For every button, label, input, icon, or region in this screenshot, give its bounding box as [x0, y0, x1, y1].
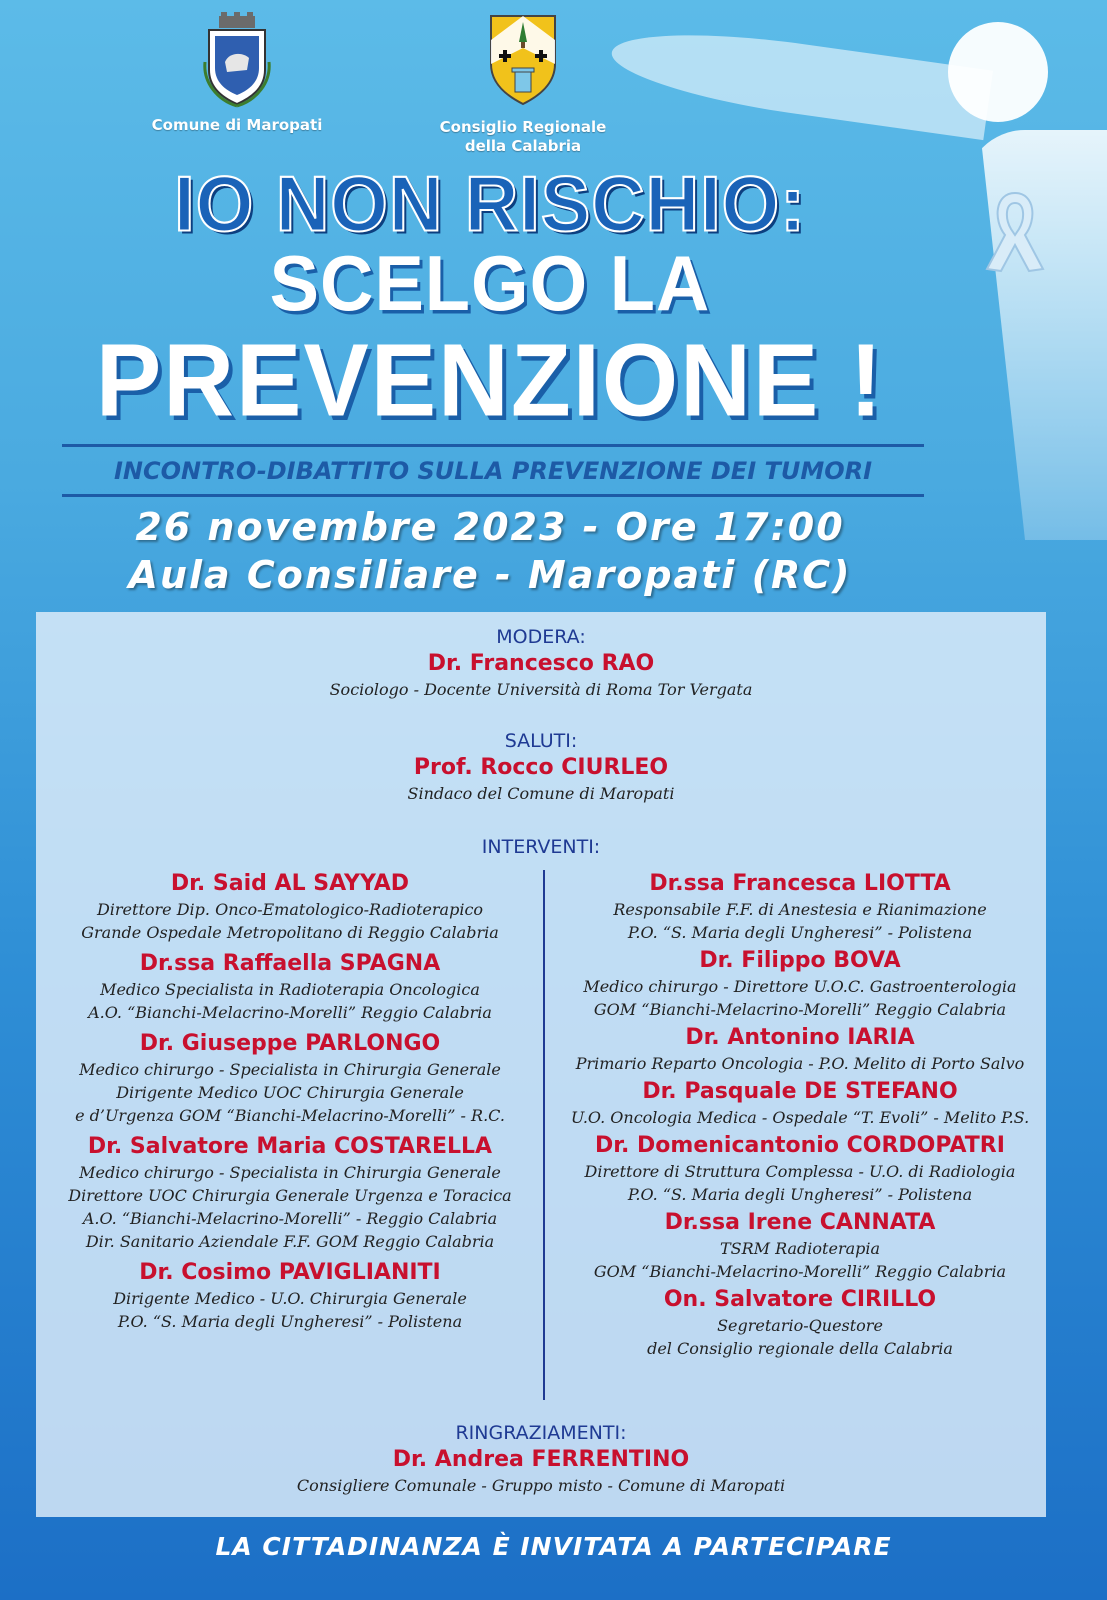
speaker-role: U.O. Oncologia Medica - Ospedale “T. Evoli” - Melito P.S. [570, 1108, 1030, 1127]
speaker-entry [36, 1030, 544, 1127]
speaker-name: Dr. Salvatore Maria COSTARELLA [87, 1134, 493, 1159]
speaker-entry [554, 947, 1046, 1021]
ringraziamenti-name: Dr. Andrea FERRENTINO [392, 1447, 690, 1472]
title-line-3: PREVENZIONE ! [95, 322, 885, 438]
coat-of-arms-calabria-icon [485, 12, 561, 110]
speaker-entry [554, 1286, 1046, 1360]
figure-head-decoration [948, 22, 1048, 122]
speaker-entry [36, 950, 544, 1024]
speaker-name: Dr.ssa Francesca LIOTTA [649, 871, 951, 896]
speaker-role: Dir. Sanitario Aziendale F.F. GOM Reggio Calabria [85, 1232, 495, 1251]
speaker-role: Dirigente Medico - U.O. Chirurgia Generale [113, 1289, 467, 1308]
speaker-role: P.O. “S. Maria degli Ungheresi” - Polistena [627, 923, 973, 942]
speaker-name: Dr.ssa Raffaella SPAGNA [139, 951, 441, 976]
modera-role: Sociologo - Docente Università di Roma Tor Vergata [329, 680, 753, 699]
logo-regione-caption-line1: Consiglio Regionale [439, 118, 607, 136]
logo-consiglio-regionale [418, 12, 628, 156]
saluti-label: SALUTI: [504, 730, 578, 752]
speaker-name: Dr. Said AL SAYYAD [170, 871, 410, 896]
speaker-name: On. Salvatore CIRILLO [663, 1287, 937, 1312]
speaker-role: Primario Reparto Oncologia - P.O. Melito di Porto Salvo [575, 1054, 1025, 1073]
speaker-role: Dirigente Medico UOC Chirurgia Generale [116, 1083, 464, 1102]
speaker-role: A.O. “Bianchi-Melacrino-Morelli” Reggio Calabria [88, 1003, 492, 1022]
poster-title [40, 159, 940, 438]
saluti-name: Prof. Rocco CIURLEO [413, 755, 669, 780]
speaker-role: P.O. “S. Maria degli Ungheresi” - Polistena [117, 1312, 463, 1331]
speaker-role: Direttore di Struttura Complessa - U.O. di Radiologia [584, 1162, 1016, 1181]
coat-of-arms-maropati-icon [197, 12, 277, 108]
interventi-heading [36, 834, 1046, 860]
logo-comune-maropati [132, 12, 342, 135]
speaker-name: Dr. Domenicantonio CORDOPATRI [595, 1133, 1005, 1158]
speaker-entry [554, 1078, 1046, 1129]
modera-name: Dr. Francesco RAO [427, 651, 655, 676]
speaker-role: Medico chirurgo - Specialista in Chirurgia Generale [79, 1060, 501, 1079]
event-place: Aula Consiliare - Maropati (RC) [128, 553, 852, 597]
title-line-2: SCELGO LA [269, 239, 711, 328]
speaker-role: Direttore UOC Chirurgia Generale Urgenza e Toracica [68, 1186, 512, 1205]
ringraziamenti-label: RINGRAZIAMENTI: [455, 1422, 627, 1444]
speaker-role: Responsabile F.F. di Anestesia e Rianimazione [613, 900, 987, 919]
saluti-section [36, 728, 1046, 805]
speaker-entry [554, 1024, 1046, 1075]
speaker-entry [36, 870, 544, 944]
speaker-entry [554, 1132, 1046, 1206]
speaker-role: A.O. “Bianchi-Melacrino-Morelli” - Reggio Calabria [82, 1209, 498, 1228]
speaker-role: Segretario-Questore [717, 1316, 883, 1335]
logo-regione-caption-line2: della Calabria [464, 137, 582, 155]
program-panel [36, 612, 1046, 1517]
speaker-role: P.O. “S. Maria degli Ungheresi” - Polistena [627, 1185, 973, 1204]
speaker-name: Dr. Filippo BOVA [699, 948, 901, 973]
awareness-ribbon-icon [975, 185, 1055, 275]
speaker-name: Dr. Giuseppe PARLONGO [139, 1031, 441, 1056]
logo-regione-caption [418, 118, 628, 156]
column-divider [543, 870, 545, 1400]
interventi-label: INTERVENTI: [481, 836, 601, 858]
speaker-entry [36, 1259, 544, 1333]
speakers-left-column [36, 870, 544, 1339]
speaker-role: del Consiglio regionale della Calabria [647, 1339, 953, 1358]
speaker-role: TSRM Radioterapia [719, 1239, 881, 1258]
speaker-entry [554, 870, 1046, 944]
speaker-role: Medico chirurgo - Specialista in Chirurgia Generale [79, 1163, 501, 1182]
modera-section [36, 624, 1046, 701]
speaker-entry [554, 1209, 1046, 1283]
footer-invitation: LA CITTADINANZA È INVITATA A PARTECIPARE [215, 1532, 892, 1561]
speaker-name: Dr. Antonino IARIA [685, 1025, 915, 1050]
speaker-role: GOM “Bianchi-Melacrino-Morelli” Reggio Calabria [593, 1000, 1007, 1019]
title-line-1: IO NON RISCHIO: [174, 159, 806, 248]
speaker-role: Medico Specialista in Radioterapia Oncologica [100, 980, 480, 999]
event-subtitle: INCONTRO-DIBATTITO SULLA PREVENZIONE DEI TUMORI [113, 457, 873, 485]
speaker-role: Direttore Dip. Onco-Ematologico-Radioterapico [96, 900, 484, 919]
speaker-entry [36, 1133, 544, 1253]
speakers-right-column [554, 870, 1046, 1363]
speaker-role: Grande Ospedale Metropolitano di Reggio Calabria [81, 923, 499, 942]
saluti-role: Sindaco del Comune di Maropati [407, 784, 675, 803]
figure-arm-decoration [607, 18, 993, 140]
speaker-role: GOM “Bianchi-Melacrino-Morelli” Reggio Calabria [593, 1262, 1007, 1281]
subtitle-rule-bottom [62, 494, 924, 497]
subtitle-rule-top [62, 444, 924, 447]
event-date: 26 novembre 2023 - Ore 17:00 [135, 505, 845, 549]
ringraziamenti-section [36, 1420, 1046, 1497]
speaker-role: Medico chirurgo - Direttore U.O.C. Gastroenterologia [583, 977, 1017, 996]
modera-label: MODERA: [496, 626, 586, 648]
speaker-name: Dr. Pasquale DE STEFANO [642, 1079, 958, 1104]
speaker-name: Dr. Cosimo PAVIGLIANITI [139, 1260, 441, 1285]
speaker-role: e d’Urgenza GOM “Bianchi-Melacrino-Morelli” - R.C. [75, 1106, 505, 1125]
logo-maropati-caption: Comune di Maropati [151, 116, 323, 134]
speaker-name: Dr.ssa Irene CANNATA [664, 1210, 936, 1235]
ringraziamenti-role: Consigliere Comunale - Gruppo misto - Comune di Maropati [296, 1476, 786, 1495]
